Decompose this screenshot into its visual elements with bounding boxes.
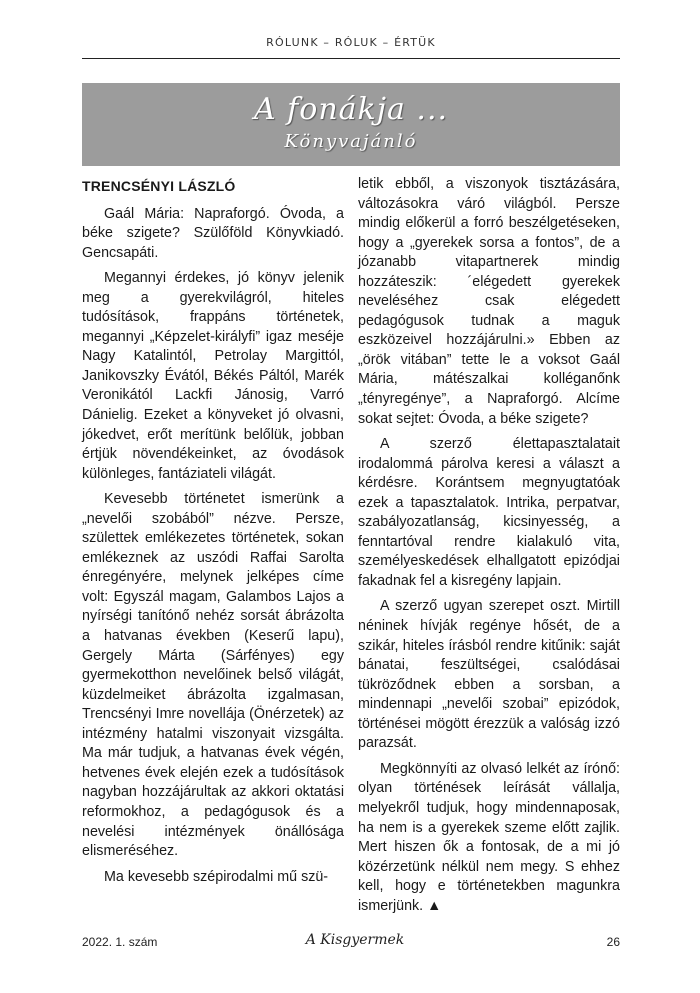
footer-magazine-name: A Kisgyermek: [305, 932, 405, 948]
header-divider: [82, 58, 620, 59]
footer-issue: 2022. 1. szám: [82, 935, 158, 949]
paragraph: Ma kevesebb szépirodalmi mű szü-: [104, 868, 329, 885]
section-header-title: RÓLUNK – RÓLUK – ÉRTÜK: [266, 36, 436, 49]
paragraph: Kevesebb történetet ismerünk a „nevelői szobából” nézve. Persze, születtek emlékezetes történetek, sokan emlékeznek az uszódi Raffai Sarolta énregényére, melynek jelképes címe volt: Egyszál magam, Galambos Lajos a nyírségi tanítónő nehéz sorsát ábrázolta a hatvanas években (Keserű lapu), Gergely Márta (Sárfényes) egy gyermekotthon nevelőinek belső világát, küzdelmeiket ábrázolta izgalmasan, Trencsényi Imre novellája (Önérzetek) az intézmény hatalmi viszonyait vizsgálta. Ma már tudjuk, a hatvanas évek végén, hetvenes évek elején ezek a tudósítások nagyban hozzájárultak az akkori oktatási reformokhoz, a pedagógusok és a nevelési intézmények önállósága elismeréséhez.: [82, 491, 344, 860]
paragraph: A szerző élettapasztalatait irodalommá párolva keresi a választ a kérdésre. Korántsem megnyugtatóak ezek a tapasztalatok. Intrika, perpatvar, szabályozatlanság, kicsinyesség, a fenntartóval rendre kialakuló vita, személyeskedések elhallgatott epizódjai fakadnak fel a kisregény lapjain.: [358, 436, 620, 589]
paragraph: Megannyi érdekes, jó könyv jelenik meg a gyerekvilágról, hiteles tudósítások, frappáns történetek, megannyi „Képzelet-királyfi” igaz meséje Nagy Katalintól, Petrolay Margittól, Janikovszky Évától, Békés Páltól, Marék Veronikától Lackfi Jánosig, Varró Dánielig. Ezeket a könyveket jó olvasni, jókedvet, erőt merítünk belőlük, jobban értjük növendékeinket, az óvodások különleges, fantáziateli világát.: [82, 270, 344, 482]
paragraph: Megkönnyíti az olvasó lelkét az írónő: olyan történések leírását vállalja, melyekről tudjuk, hogy mindennaposak, ha nem is a gyerekek szeme előtt zajlik. Mert hiszen ők a fontosak, de a mi jó közérzetünk nélkül nem megy. S ehhez kell, hogy e történetekben magunkra ismerjünk. ▲: [358, 760, 620, 914]
paragraph: A szerző ugyan szerepet oszt. Mirtill néninek hívják regénye hősét, de a szikár, hiteles írásból rendre kitűnik: saját bánatai, feszültségei, csalódásai tükröződnek ebben a sorsban, a mindennapi „nevelői szobai” epizódok, történései mögött érezzük a valóság izzó parazsát.: [358, 598, 620, 752]
right-column: [358, 175, 620, 916]
article-author: TRENCSÉNYI LÁSZLÓ: [82, 178, 236, 194]
paragraph: Gaál Mária: Napraforgó. Óvoda, a béke szigete? Szülőföld Könyvkiadó. Gencsapáti.: [82, 205, 344, 261]
article-banner: [82, 83, 620, 166]
article-subtitle: Könyvajánló: [284, 131, 418, 152]
left-column: [82, 175, 344, 887]
footer-page-number: 26: [606, 935, 620, 949]
paragraph: letik ebből, a viszonyok tisztázására, változásokra váró világból. Persze mindig előkerül a forró beszélgetéseken, hogy a „gyerekek sorsa a fontos”, de a józanabb vitapartnerek mindig hozzáteszik: ´elégedett gyerekek neveléséhez csak elégedett pedagógusok tudnak a maguk eszközeivel hozzájárulni.» Ebben az „örök vitában” tette le a voksot Gaál Mária, mátészalkai kolléganőnk „tényregénye”, a Napraforgó. Alcíme sokat sejtet: Óvoda, a béke szigete?: [358, 176, 620, 427]
article-title: A fonákja ...: [253, 92, 449, 127]
